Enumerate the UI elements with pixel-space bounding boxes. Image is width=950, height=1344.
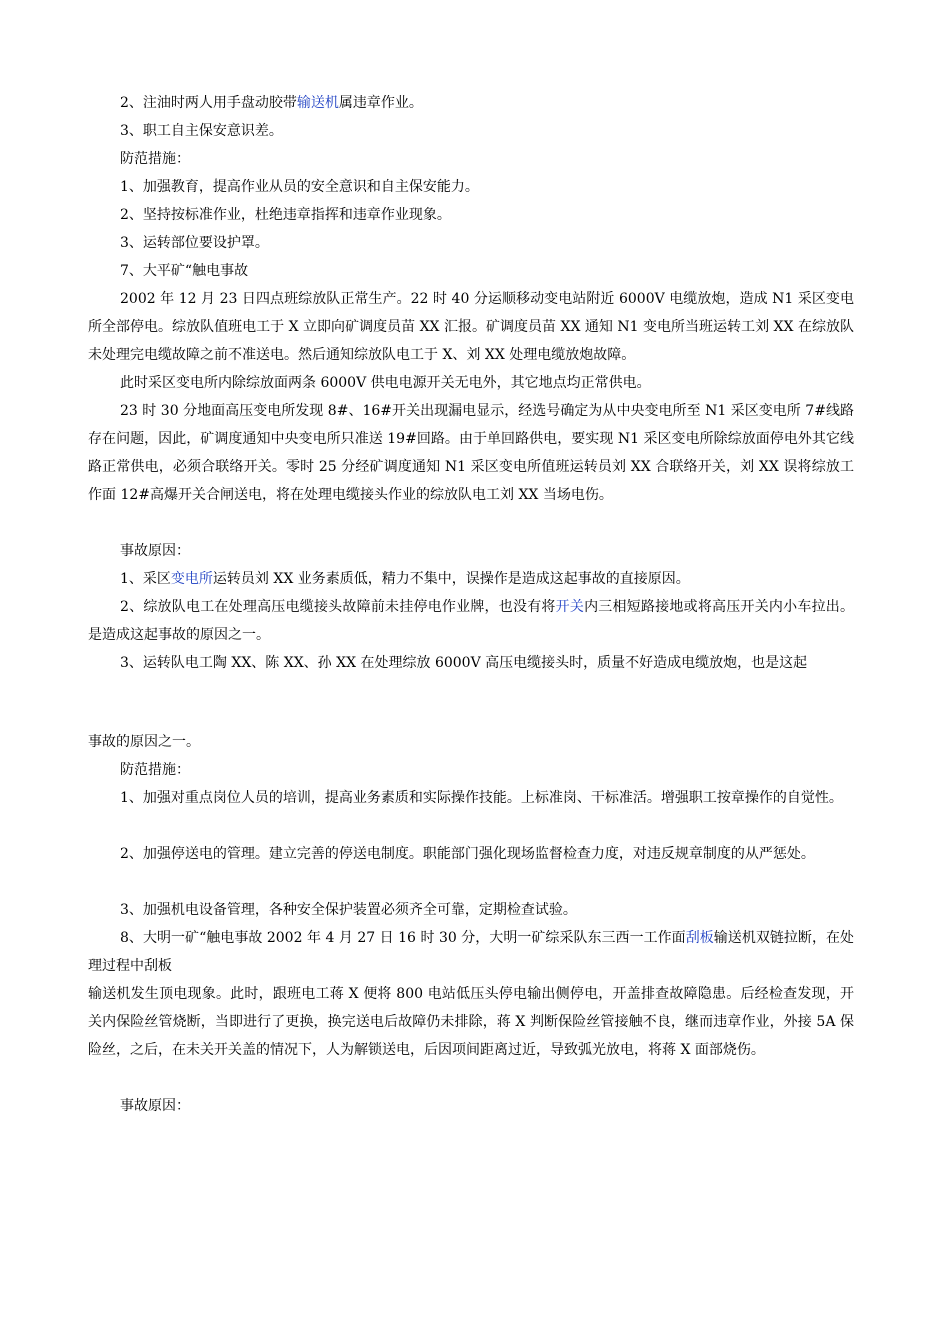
heading-prevention-2: 防范措施： — [120, 762, 190, 778]
paragraph-measure-3: 3、运转部位要设护罩。 — [120, 235, 269, 251]
heading-causes-2: 事故原因： — [120, 1098, 190, 1114]
paragraph-case-7-cause-3: 3、运转队电工陶 XX、陈 XX、孙 XX 在处理综放 6000V 高压电缆接头时，质量不好造成电缆放炮，也是这起 — [120, 655, 808, 671]
paragraph-continuation: 事故的原因之一。 — [88, 734, 200, 750]
link-substation[interactable]: 变电所 — [170, 571, 213, 587]
link-conveyor[interactable]: 输送机 — [296, 95, 339, 111]
heading-case-8: 8、大明一矿“触电事故 2002 年 4 月 27 日 16 时 30 分，大明一矿综采队东三西一工作面刮板输送机双链拉断，在处理过程中刮板 — [88, 930, 855, 974]
paragraph-case-7-detail: 23 时 30 分地面高压变电所发现 8#、16#开关出现漏电显示，经选号确定为从中央变电所至 N1 采区变电所 7#线路存在问题，因此，矿调度通知中央变电所只准送 19#回路。由于单回路供电，要实现 N1 采区变电所除综放面停电外其它线路正常供电，必须合联络开关。零时 25 分经矿调度通知 N1 采区变电所值班运转员刘 XX 合联络开关，刘 XX 误将综放工作面 12#高爆开关合闸送电，将在处理电缆接头作业的综放队电工刘 XX 当场电伤。 — [88, 403, 854, 503]
link-scraper[interactable]: 刮板 — [685, 930, 714, 946]
heading-case-7: 7、大平矿“触电事故 — [120, 263, 249, 279]
paragraph-measure-1: 1、加强教育，提高作业从员的安全意识和自主保安能力。 — [120, 179, 479, 195]
paragraph-case-7-status: 此时采区变电所内除综放面两条 6000V 供电电源开关无电外，其它地点均正常供电。 — [120, 375, 651, 391]
heading-causes: 事故原因： — [120, 543, 190, 559]
paragraph-cause-2: 2、注油时两人用手盘动胶带输送机属违章作业。 — [120, 95, 423, 111]
heading-prevention: 防范措施： — [120, 151, 190, 167]
paragraph-measure-2: 2、坚持按标准作业，杜绝违章指挥和违章作业现象。 — [120, 207, 451, 223]
paragraph-case-7-cause-2: 2、综放队电工在处理高压电缆接头故障前未挂停电作业牌，也没有将开关内三相短路接地或将高压开关内小车拉出。是造成这起事故的原因之一。 — [88, 599, 855, 643]
paragraph-case-7-measure-2: 2、加强停送电的管理。建立完善的停送电制度。职能部门强化现场监督检查力度，对违反规章制度的从严惩处。 — [120, 846, 815, 862]
link-switch[interactable]: 开关 — [555, 599, 585, 615]
paragraph-cause-3: 3、职工自主保安意识差。 — [120, 123, 283, 139]
paragraph-case-8-narrative: 输送机发生顶电现象。此时，跟班电工蒋 X 便将 800 电站低压头停电输出侧停电，开盖排查故障隐患。后经检查发现，开关内保险丝管烧断，当即进行了更换，换完送电后故障仍未排除，蒋 X 判断保险丝管接触不良，继而违章作业，外接 5A 保险丝，之后，在未关开关盖的情况下，人为解锁送电，后因项间距离过近，导致弧光放电，将蒋 X 面部烧伤。 — [88, 986, 854, 1058]
paragraph-case-7-cause-1: 1、采区变电所运转员刘 XX 业务素质低，精力不集中，误操作是造成这起事故的直接原因。 — [120, 571, 690, 587]
paragraph-case-7-measure-1: 1、加强对重点岗位人员的培训，提高业务素质和实际操作技能。上标准岗、干标准活。增强职工按章操作的自觉性。 — [120, 790, 843, 806]
paragraph-case-7-measure-3: 3、加强机电设备管理，各种安全保护装置必须齐全可靠，定期检查试验。 — [120, 902, 577, 918]
paragraph-case-7-narrative: 2002 年 12 月 23 日四点班综放队正常生产。22 时 40 分运顺移动变电站附近 6000V 电缆放炮，造成 N1 采区变电所全部停电。综放队值班电工于 X 立即向矿调度员苗 XX 汇报。矿调度员苗 XX 通知 N1 变电所当班运转工刘 XX 在综放队未处理完电缆故障之前不准送电。然后通知综放队电工于 X、刘 XX 处理电缆放炮故障。 — [88, 291, 854, 363]
